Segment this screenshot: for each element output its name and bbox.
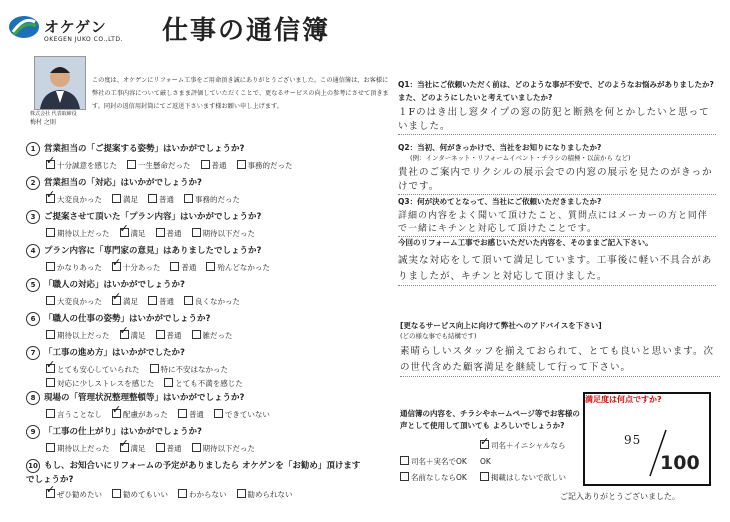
- option-label: 満足: [123, 195, 138, 204]
- option-2[interactable]: [112, 263, 160, 272]
- question-2: [26, 176, 366, 210]
- question-text: 「職人の仕事の姿勢」はいかがでしょうか?: [44, 314, 211, 324]
- question-2-title: [26, 176, 366, 190]
- checkbox[interactable]: [46, 262, 55, 271]
- question-9-title: [26, 425, 366, 439]
- question-8-options: [46, 408, 366, 422]
- question-5: [26, 278, 366, 312]
- question-number: 5: [26, 278, 40, 292]
- checkbox[interactable]: [112, 194, 121, 203]
- question-text: 「工事の進め方」はいかがでしたか?: [44, 348, 185, 358]
- score-label: 満足度は何点ですか?: [585, 395, 662, 404]
- consent-option-4[interactable]: [480, 470, 575, 486]
- checkbox[interactable]: [237, 489, 246, 498]
- checkbox[interactable]: [184, 194, 193, 203]
- president-photo: [34, 56, 86, 110]
- question-text: 現場の「管理状況整理整頓等」はいかがでしょうか?: [44, 393, 245, 403]
- option-label: 殆んどなかった: [217, 263, 270, 272]
- option-label: わからない: [189, 490, 227, 499]
- option-label: 対応に少しストレスを感じた: [57, 379, 155, 388]
- question-1-title: [26, 142, 366, 156]
- checkbox[interactable]: [120, 443, 129, 452]
- question-6: [26, 312, 366, 346]
- checkbox[interactable]: [112, 409, 121, 418]
- checkbox[interactable]: [46, 228, 55, 237]
- checkbox[interactable]: [150, 364, 159, 373]
- advice-block: [400, 320, 720, 402]
- q4-block: [398, 237, 716, 286]
- option-2[interactable]: [120, 444, 146, 453]
- option-label: ぜひ勧めたい: [57, 490, 102, 499]
- question-text: 「職人の対応」はいかがでしょうか?: [44, 280, 185, 290]
- checkbox[interactable]: [480, 440, 489, 449]
- option-label: できていない: [224, 410, 270, 419]
- checkbox[interactable]: [46, 194, 55, 203]
- option-3[interactable]: [178, 490, 227, 499]
- question-1: [26, 142, 366, 176]
- option-3[interactable]: [170, 263, 196, 272]
- option-label: 普通: [211, 161, 227, 170]
- q1-block: [398, 78, 716, 135]
- question-7-options: [46, 363, 366, 391]
- checkbox[interactable]: [178, 409, 187, 418]
- option-label: 普通: [166, 229, 182, 238]
- option-1[interactable]: [46, 195, 102, 204]
- option-label: 期待以上だった: [57, 444, 110, 453]
- question-text: 営業担当の「ご提案する姿勢」はいかがでしょうか?: [44, 144, 245, 154]
- consent-options: [400, 438, 580, 486]
- checkbox[interactable]: [120, 330, 129, 339]
- checkbox[interactable]: [120, 228, 129, 237]
- checkbox[interactable]: [148, 194, 157, 203]
- option-label: 大変良かった: [57, 297, 102, 306]
- option-label: 掲載はしないで欲しい: [491, 473, 566, 482]
- checkbox[interactable]: [184, 296, 193, 305]
- q1-text: Q1：当社にご依頼いただく前は、どのような事が不安で、どのようなお悩みがありましたか?また、どのようにしたいと考えていましたか?: [398, 80, 714, 102]
- option-label: かなりあった: [57, 263, 102, 272]
- option-label: 満足: [130, 444, 146, 453]
- option-3[interactable]: [156, 229, 182, 238]
- checkbox[interactable]: [206, 262, 215, 271]
- option-label: 期待以上だった: [57, 229, 110, 238]
- question-number: 10: [26, 459, 40, 473]
- option-label: 普通: [181, 263, 197, 272]
- checkbox[interactable]: [127, 160, 136, 169]
- checkbox[interactable]: [170, 262, 179, 271]
- option-label: とても不満を感じた: [175, 379, 243, 388]
- option-1[interactable]: [46, 229, 110, 238]
- option-label: 満足: [123, 297, 138, 306]
- checkbox[interactable]: [237, 160, 246, 169]
- checkbox[interactable]: [46, 330, 55, 339]
- option-label: 満足: [130, 331, 146, 340]
- option-label: とても安心していられた: [57, 365, 140, 374]
- thanks-text: ご記入ありがとうございました。: [560, 492, 680, 501]
- checkbox[interactable]: [192, 330, 201, 339]
- advice-sub: (どの様な事でも結構です): [400, 332, 477, 340]
- checkbox[interactable]: [148, 296, 157, 305]
- checkbox[interactable]: [480, 472, 489, 481]
- option-label: 期待以上だった: [57, 331, 110, 340]
- president-name: 梅村 之則: [30, 119, 56, 126]
- checkbox[interactable]: [46, 296, 55, 305]
- checkbox[interactable]: [400, 456, 409, 465]
- option-2[interactable]: [112, 410, 168, 419]
- consent-option-1[interactable]: [400, 454, 480, 470]
- score-value: 95: [624, 433, 642, 447]
- option-label: 言うことなし: [57, 410, 102, 419]
- option-label: 勧めてもいい: [123, 490, 168, 499]
- option-label: 期待以下だった: [202, 229, 255, 238]
- option-label: 期待以下だった: [202, 444, 255, 453]
- okegen-logo-icon: [8, 14, 40, 40]
- question-3-options: [46, 227, 366, 241]
- option-label: 司名＋実名でOK: [411, 457, 467, 466]
- president-title: 株式会社 代表取締役: [30, 111, 77, 117]
- checkbox[interactable]: [214, 409, 223, 418]
- question-number: 6: [26, 312, 40, 326]
- q4-text: 今回のリフォーム工事でお感じいただいた内容を、そのままご記入下さい。: [398, 238, 653, 247]
- option-2[interactable]: [120, 331, 146, 340]
- option-label: 普通: [166, 331, 182, 340]
- option-label: 勧められない: [247, 490, 293, 499]
- checkbox[interactable]: [46, 378, 55, 387]
- question-10: [26, 459, 366, 504]
- option-3[interactable]: [46, 379, 154, 388]
- option-4[interactable]: [237, 161, 293, 170]
- option-2[interactable]: [112, 490, 168, 499]
- q2-block: [398, 142, 716, 195]
- option-2[interactable]: [112, 297, 138, 306]
- option-4[interactable]: [184, 297, 240, 306]
- option-label: 配慮があった: [123, 410, 168, 419]
- question-8-title: [26, 391, 366, 405]
- option-1[interactable]: [46, 297, 102, 306]
- consent-text: 通信簿の内容を、チラシやホームページ等でお客様の声として使用して頂いても よろしいでしょうか?: [400, 409, 580, 430]
- option-4[interactable]: [192, 229, 256, 238]
- question-4: [26, 244, 366, 278]
- checkbox[interactable]: [178, 489, 187, 498]
- checkbox[interactable]: [46, 443, 55, 452]
- checkbox[interactable]: [112, 296, 121, 305]
- question-4-options: [46, 261, 366, 275]
- option-3[interactable]: [156, 331, 182, 340]
- option-label: 良くなかった: [195, 297, 240, 306]
- option-label: 事務的だった: [195, 195, 240, 204]
- question-7-title: [26, 346, 366, 360]
- question-4-title: [26, 244, 366, 258]
- question-number: 2: [26, 176, 40, 190]
- question-3-title: [26, 210, 366, 224]
- option-4[interactable]: [206, 263, 270, 272]
- checkbox[interactable]: [400, 472, 409, 481]
- option-label: 普通: [159, 297, 174, 306]
- advice-text: [更なるサービス向上に向けて弊社へのアドバイスを下さい]: [400, 321, 602, 330]
- question-number: 3: [26, 210, 40, 224]
- checkbox[interactable]: [46, 160, 55, 169]
- option-3[interactable]: [148, 195, 174, 204]
- question-8: [26, 391, 366, 425]
- option-1[interactable]: [46, 263, 102, 272]
- option-4[interactable]: [164, 379, 243, 388]
- q2-text: Q2：当初、何がきっかけで、当社をお知りになりましたか?: [398, 143, 602, 152]
- option-3[interactable]: [148, 297, 174, 306]
- option-4[interactable]: [237, 490, 293, 499]
- question-number: 9: [26, 425, 40, 439]
- q1-answer: １Fのはき出し窓タイプの窓の防犯と断熱を何とかしたいと思っていました。: [398, 106, 716, 135]
- checkbox[interactable]: [46, 364, 55, 373]
- option-2[interactable]: [120, 229, 146, 238]
- intro-text: この度は、オケゲンにリフォーム工事をご用命頂き誠にありがとうございました。この通信簿は、お客様に弊社の工事内容について厳しさまま評価していただくことで、更なるサービスの向上の参考にさせて頂きます。同封の返信用封筒にてご返送下さいます様お願い申し上げます。: [92, 77, 389, 110]
- consent-option-2[interactable]: [480, 438, 575, 470]
- advice-answer: 素晴らしいスタッフを揃えておられて、とても良いと思います。次の世代含めた顧客満足を継続して行って下さい。: [400, 344, 720, 377]
- checkbox[interactable]: [156, 228, 165, 237]
- option-2[interactable]: [112, 195, 138, 204]
- option-label: 普通: [166, 444, 182, 453]
- option-2[interactable]: [150, 365, 229, 374]
- q3-answer: 詳細の内容をよく聞いて頂けたこと、質問点にはメーカーの方と同伴で一緒にキチンと対応して頂けたことです。: [398, 210, 716, 237]
- option-label: 司名＋イニシャルならOK: [480, 441, 566, 466]
- option-1[interactable]: [46, 490, 102, 499]
- consent-option-3[interactable]: [400, 470, 480, 486]
- option-1[interactable]: [46, 331, 110, 340]
- option-1[interactable]: [46, 161, 117, 170]
- option-4[interactable]: [214, 410, 270, 419]
- question-number: 4: [26, 244, 40, 258]
- option-1[interactable]: [46, 365, 140, 374]
- question-7: [26, 346, 366, 391]
- question-6-options: [46, 329, 366, 343]
- checkbox[interactable]: [164, 378, 173, 387]
- option-label: 名前なしならOK: [411, 473, 467, 482]
- question-text: 営業担当の「対応」はいかがでしょうか?: [44, 178, 202, 188]
- option-4[interactable]: [184, 195, 240, 204]
- question-number: 7: [26, 346, 40, 360]
- question-3: [26, 210, 366, 244]
- checkbox[interactable]: [192, 443, 201, 452]
- question-6-title: [26, 312, 366, 326]
- score-max: 100: [660, 452, 700, 474]
- question-text: ご提案させて頂いた「プラン内容」はいかがでしょうか?: [44, 212, 262, 222]
- option-3[interactable]: [178, 410, 204, 419]
- q2-sub: (例：インターネット・リフォームイベント・チラシの積極・以前から など): [410, 154, 631, 162]
- question-5-title: [26, 278, 366, 292]
- option-label: 特に不安はなかった: [160, 365, 228, 374]
- option-label: 十分あった: [122, 263, 161, 272]
- option-3[interactable]: [201, 161, 227, 170]
- checkbox[interactable]: [201, 160, 210, 169]
- question-text: 「工事の仕上がり」はいかがでしょうか?: [44, 427, 202, 437]
- option-label: 事務的だった: [247, 161, 293, 170]
- option-label: 満足: [130, 229, 146, 238]
- checkbox[interactable]: [112, 262, 121, 271]
- checkbox[interactable]: [46, 489, 55, 498]
- brand-name-en: OKEGEN JUKO CO.,LTD.: [44, 36, 123, 43]
- option-2[interactable]: [127, 161, 191, 170]
- option-label: 普通: [159, 195, 174, 204]
- option-label: 雑だった: [202, 331, 233, 340]
- question-2-options: [46, 193, 366, 207]
- question-5-options: [46, 295, 366, 309]
- option-label: 普通: [188, 410, 204, 419]
- question-1-options: [46, 159, 366, 173]
- question-text: もし、お知合いにリフォームの予定がありましたら オケゲンを「お勧め」頂けますでしょうか?: [26, 461, 361, 485]
- option-4[interactable]: [192, 444, 256, 453]
- q2-answer: 貴社のご案内でリクシルの展示会での内窓の展示を見たのがきっかけです。: [398, 166, 716, 195]
- option-3[interactable]: [156, 444, 182, 453]
- checkbox[interactable]: [192, 228, 201, 237]
- question-number: 1: [26, 142, 40, 156]
- left-question-list: [26, 142, 366, 504]
- option-label: 一生懸命だった: [138, 161, 191, 170]
- option-1[interactable]: [46, 410, 102, 419]
- question-text: プラン内容に「専門家の意見」はありましたでしょうか?: [44, 246, 262, 256]
- question-9: [26, 425, 366, 459]
- q3-block: [398, 196, 716, 237]
- consent-block: [400, 408, 580, 486]
- checkbox[interactable]: [156, 330, 165, 339]
- checkbox[interactable]: [46, 409, 55, 418]
- question-10-options: [46, 488, 366, 502]
- brand-name: オケゲン: [44, 18, 107, 36]
- q4-answer: 誠実な対応をして頂いて満足しています。工事後に軽い不具合がありましたが、キチンと対応して頂けました。: [398, 253, 716, 286]
- question-9-options: [46, 442, 366, 456]
- option-label: 十分誠意を感じた: [57, 161, 117, 170]
- page-title: 仕事の通信簿: [162, 16, 331, 46]
- q3-text: Q3：何が決めてとなって、当社にご依頼いただきましたか?: [398, 197, 602, 206]
- checkbox[interactable]: [112, 489, 121, 498]
- question-10-title: [26, 459, 366, 485]
- option-4[interactable]: [192, 331, 233, 340]
- option-label: 大変良かった: [57, 195, 102, 204]
- checkbox[interactable]: [156, 443, 165, 452]
- option-1[interactable]: [46, 444, 110, 453]
- question-number: 8: [26, 391, 40, 405]
